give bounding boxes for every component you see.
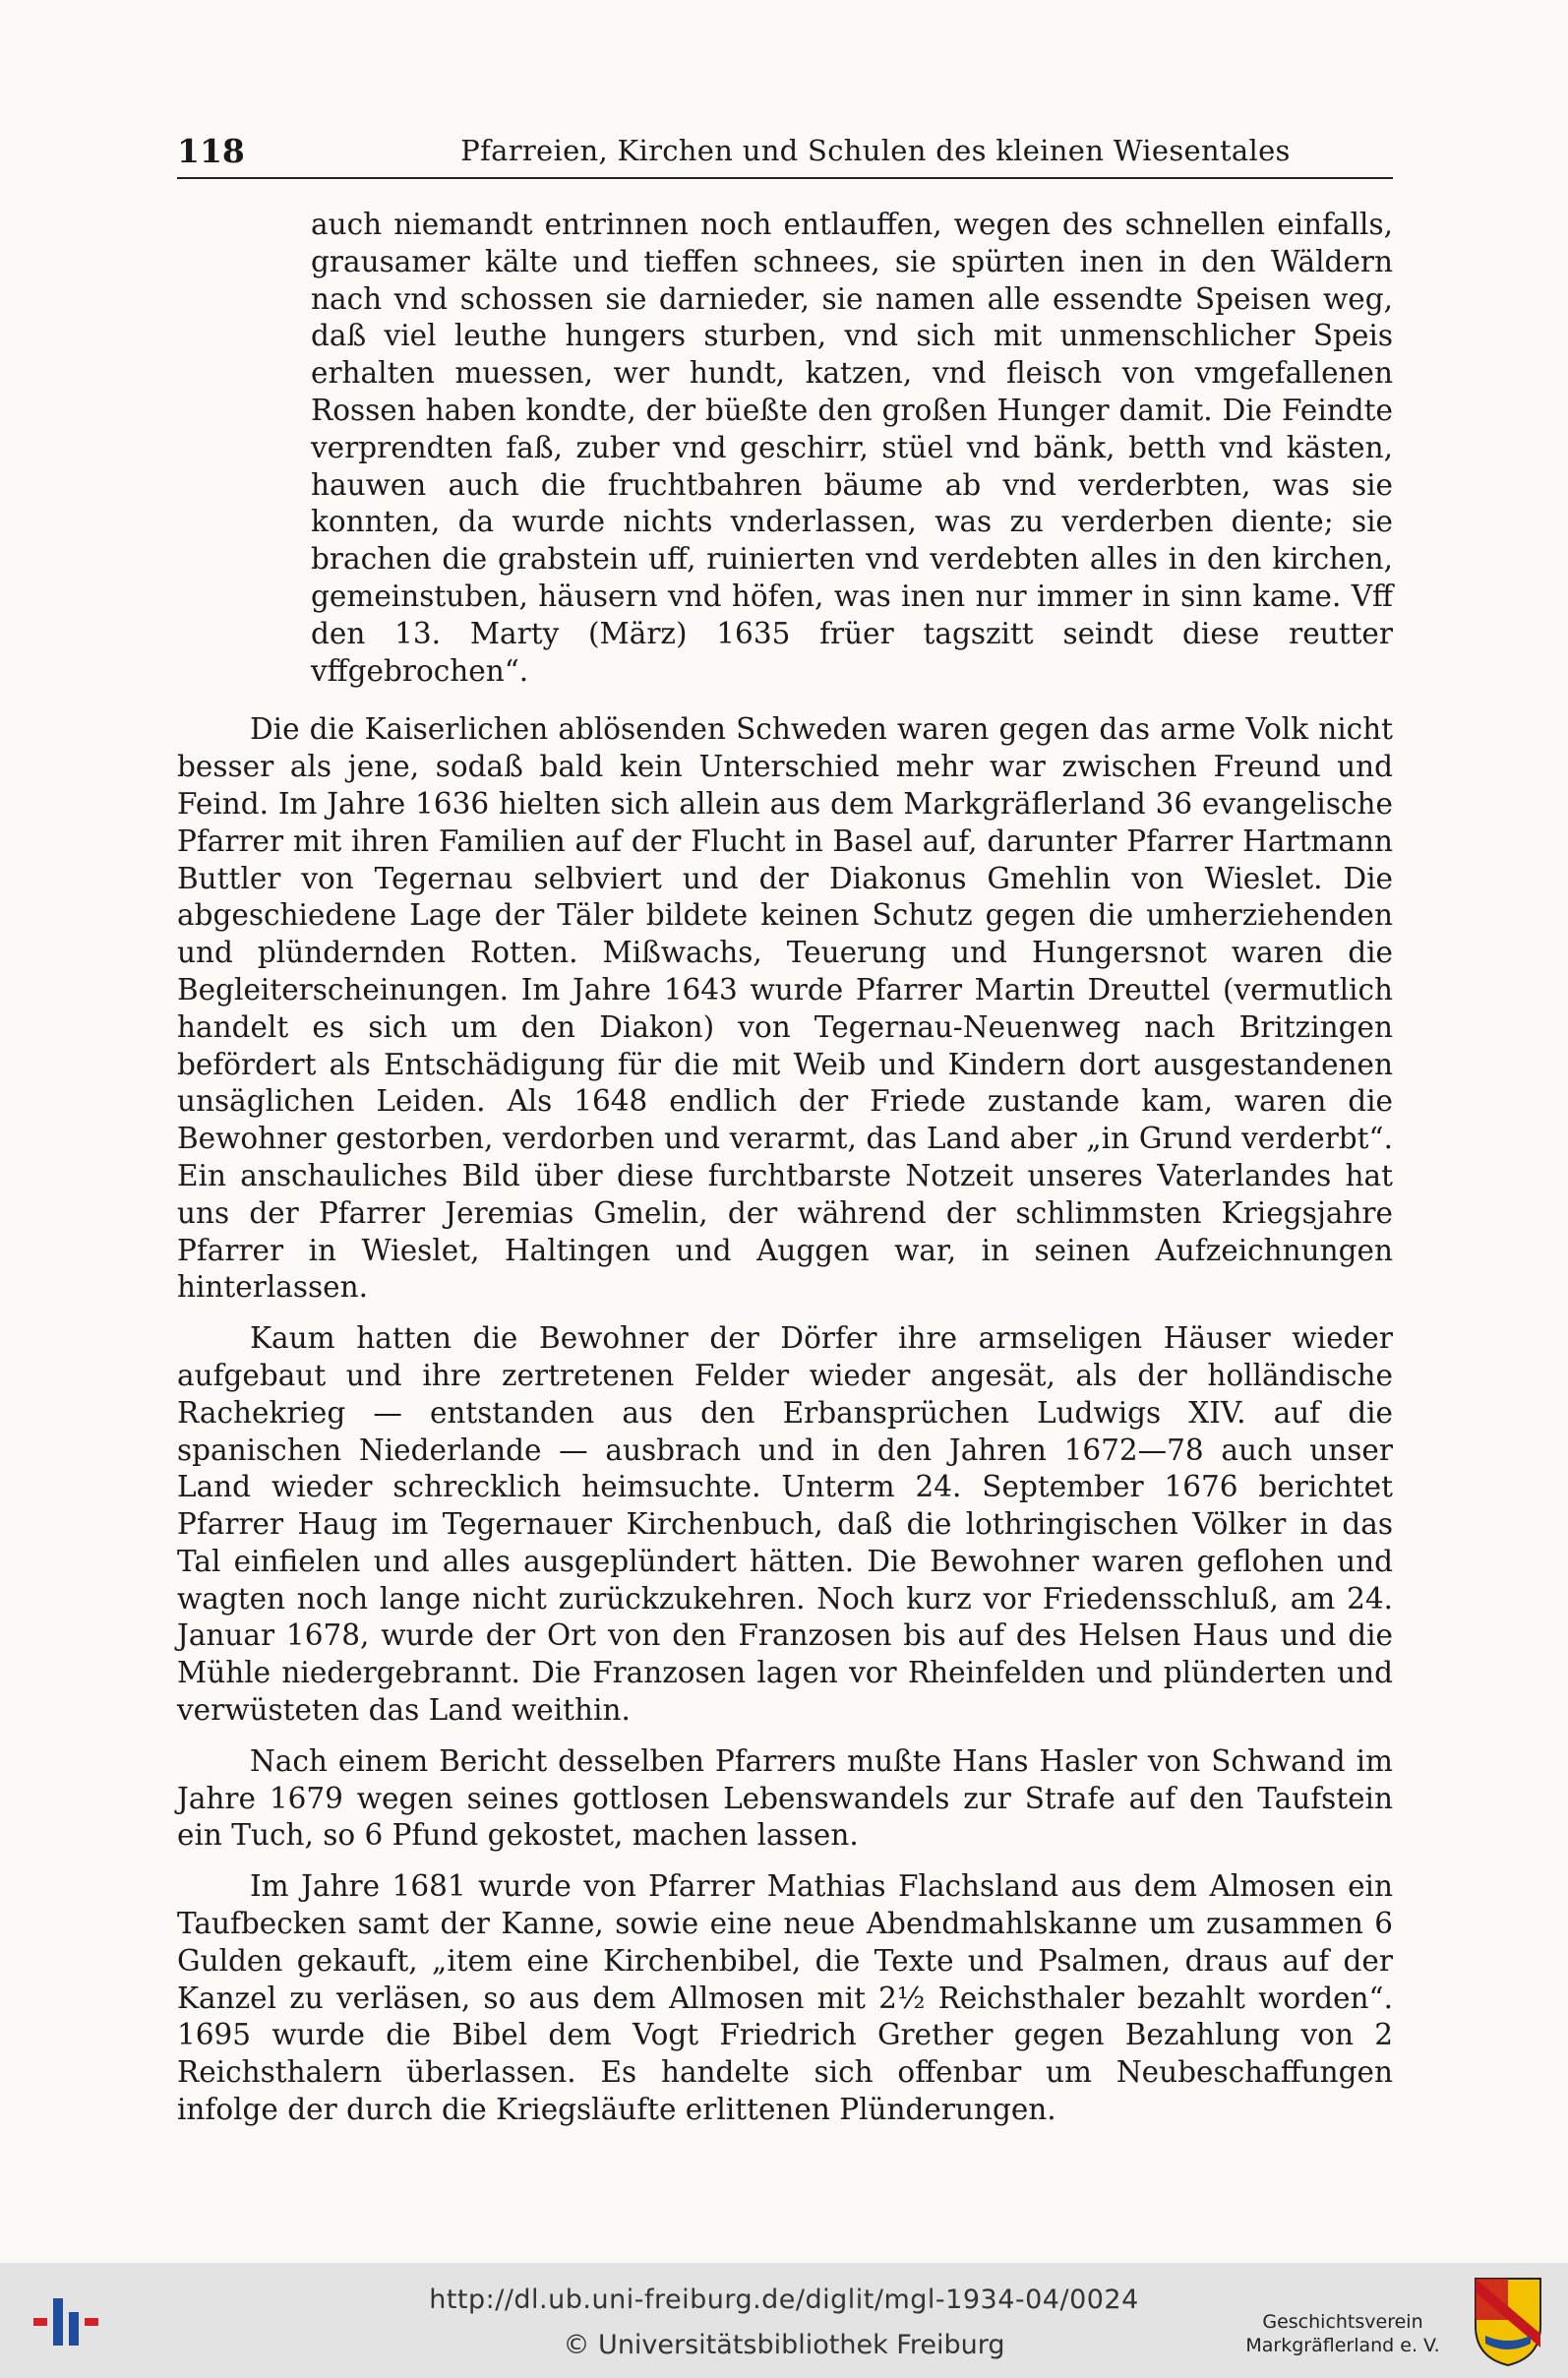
block-quote: auch niemandt entrinnen noch entlauffen, wegen des schnellen einfalls, grausamer kälte und tieffen schnees, sie spürten inen in den Wäldern nach vnd schossen sie darnieder, sie namen alle essendte Speisen weg, daß viel leuthe hungers sturben, vnd sich mit unmenschlicher Speis erhalten muessen, wer hundt, katzen, vnd fleisch von vmgefallenen Rossen haben kondte, der büeßte den großen Hunger damit. Die Feindte verprendten faß, zuber vnd geschirr, stüel vnd bänk, betth vnd kästen, hauwen auch die fruchtbahren bäume ab vnd verderbten, was sie konnten, da wurde nichts vnderlassen, was zu verderben diente; sie brachen die grabstein uff, ruinierten vnd verdebten alles in den kirchen, gemeinstuben, häusern vnd höfen, was inen nur immer in sinn kame. Vff den 13. Marty (März) 1635 früer tagszitt seindt diese reutter vffgebrochen“. (311, 208, 1393, 688)
paragraph: Nach einem Bericht desselben Pfarrers mußte Hans Hasler von Schwand im Jahre 1679 wegen seines gottlosen Lebenswandels zur Strafe auf den Taufstein ein Tuch, so 6 Pfund gekostet, machen lassen. (177, 1743, 1393, 1853)
footer-bar (0, 2263, 1568, 2378)
body-text (177, 207, 1393, 2143)
society-name (1220, 2310, 1466, 2357)
paragraph: Die die Kaiserlichen ablösenden Schweden waren gegen das arme Volk nicht besser als jene, sodaß bald kein Unterschied mehr war zwischen Freund und Feind. Im Jahre 1636 hielten sich allein aus dem Markgräflerland 36 evangelische Pfarrer mit ihren Familien auf der Flucht in Basel auf, darunter Pfarrer Hartmann Buttler von Tegernau selbviert und der Diakonus Gmehlin von Wieslet. Die abgeschiedene Lage der Täler bildete keinen Schutz gegen die umherziehenden und plündernden Rotten. Mißwachs, Teuerung und Hungersnot waren die Begleiterscheinungen. Im Jahre 1643 wurde Pfarrer Martin Dreuttel (vermutlich handelt es sich um den Diakon) von Tegernau-Neuenweg nach Britzingen befördert als Entschädigung für die mit Weib und Kindern dort ausgestandenen unsäglichen Leiden. Als 1648 endlich der Friede zustande kam, waren die Bewohner gestorben, verdorben und verarmt, das Land aber „in Grund verderbt“. Ein anschauliches Bild über diese furchtbarste Notzeit unseres Vaterlandes hat uns der Pfarrer Jeremias Gmelin, der während der schlimmsten Kriegsjahre Pfarrer in Wieslet, Haltingen und Auggen war, in seinen Aufzeichnungen hinterlassen. (177, 712, 1393, 1305)
running-title: Pfarreien, Kirchen und Schulen des kleinen Wiesentales (460, 134, 1291, 167)
paragraph: Kaum hatten die Bewohner der Dörfer ihre armseligen Häuser wieder aufgebaut und ihre zertretenen Felder wieder angesät, als der holländische Rachekrieg — entstanden aus den Erbansprüchen Ludwigs XIV. auf die spanischen Niederlande — ausbrach und in den Jahren 1672—78 auch unser Land wieder schrecklich heimsuchte. Unterm 24. September 1676 berichtet Pfarrer Haug im Tegernauer Kirchenbuch, daß die lothringischen Völker in das Tal einfielen und alles ausgeplündert hätten. Die Bewohner waren geflohen und wagten noch lange nicht zurückzukehren. Noch kurz vor Friedensschluß, am 24. Januar 1678, wurde der Ort von den Franzosen bis auf des Helsen Haus und die Mühle niedergebrannt. Die Franzosen lagen vor Rheinfelden und plünderten und verwüsteten das Land weithin. (177, 1321, 1393, 1728)
source-url[interactable]: http://dl.ub.uni-freiburg.de/diglit/mgl-1934-04/0024 (429, 2285, 1139, 2315)
page-number: 118 (177, 132, 245, 170)
paragraph: Im Jahre 1681 wurde von Pfarrer Mathias Flachsland aus dem Almosen ein Taufbecken samt der Kanne, sowie eine neue Abendmahlskanne um zusammen 6 Gulden gekauft, „item eine Kirchenbibel, die Texte und Psalmen, draus auf der Kanzel zu verläsen, so aus dem Allmosen mit 2½ Reichsthaler bezahlt worden“. 1695 wurde die Bibel dem Vogt Friedrich Grether gegen Bezahlung von 2 Reichsthalern überlassen. Es handelte sich offenbar um Neubeschaffungen infolge der durch die Kriegsläufte erlittenen Plünderungen. (177, 1869, 1393, 2127)
society-line-1: Geschichtsverein (1262, 2311, 1423, 2333)
society-line-2: Markgräflerland e. V. (1245, 2335, 1440, 2356)
page-header (177, 130, 1393, 179)
copyright-notice: © Universitätsbibliothek Freiburg (563, 2330, 1005, 2360)
society-crest-icon (1472, 2275, 1544, 2369)
